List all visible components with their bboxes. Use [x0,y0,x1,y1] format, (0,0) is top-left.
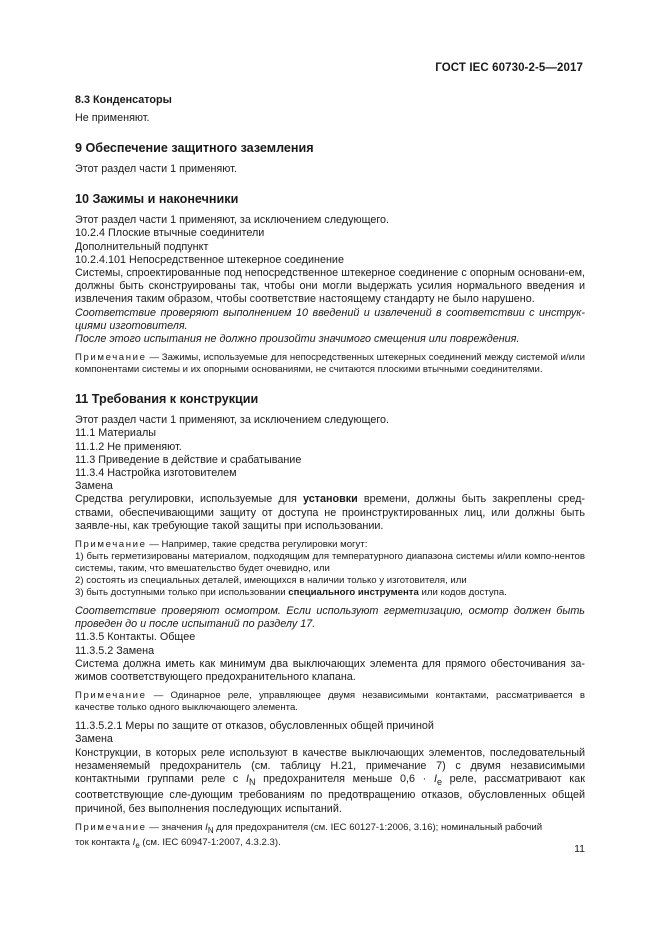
standard-header: ГОСТ IEC 60730-2-5—2017 [435,62,583,74]
section-10-line: Этот раздел части 1 применяют, за исключением следующего. [75,214,390,227]
section-10-paragraph: Системы, спроектированные под непосредственное штекерное соединение с опорным основани-ем, должны быть сконструированы так, чтобы они могли выдержать усилия нормального введения и извлечения таким образом, чтобы соответствие настоящему стандарту не было нарушено. [75,267,585,306]
subscript: N [207,825,214,835]
section-11-line: 11.1 Материалы [75,427,157,440]
text-run-bold: установки [302,493,358,506]
note-item: 2) состоять из специальных деталей, имеющихся в наличии только у изготовителя, или [75,575,467,587]
symbol-i: I [246,773,249,786]
section-11-title: 11 Требования к конструкции [75,392,259,406]
section-11-line: 11.3.5.2 Замена [75,644,155,657]
section-11-paragraph [75,747,585,816]
section-8-3-title: 8.3 Конденсаторы [75,94,172,106]
section-11-line: Этот раздел части 1 применяют, за исключением следующего. [75,414,390,427]
section-11-line: Замена [75,480,113,493]
note-item [75,587,585,599]
section-10-title: 10 Зажимы и наконечники [75,192,239,206]
note-text: для предохранителя (см. IEC 60127-1:2006, 3.16); номинальный рабочий [213,821,543,833]
section-11-note-1 [75,539,585,599]
section-11-paragraph: Соответствие проверяют осмотром. Если используют герметизацию, осмотр должен быть проведен до и после испытаний по разделу 17. [75,605,585,631]
symbol-i: I [433,773,437,786]
subscript: N [249,777,256,788]
subscript: e [436,777,442,788]
section-9-text: Этот раздел части 1 применяют. [75,163,237,176]
subscript: e [135,840,140,850]
text-run: 3) быть доступными только при использовании [75,587,289,599]
section-8-3 [75,94,585,125]
note-item: 1) быть герметизированы материалом, подходящим для температурного диапазона системы и/или компо-нентов системы, таким, что вмешательство будет очевидно, или [75,551,585,575]
section-9-title: 9 Обеспечение защитного заземления [75,141,314,155]
note-text: (см. IEC 60947-1:2007, 4.3.2.3). [139,836,281,848]
symbol-i: I [132,836,136,848]
text-run: Средства регулировки, используемые для [75,493,303,506]
note-label: Примечание [75,352,147,364]
section-10-line: 10.2.4 Плоские втычные соединители [75,227,265,240]
section-8-3-text: Не применяют. [75,112,150,125]
section-10-paragraph: После этого испытания не должно произойти значимого смещения или повреждения. [75,333,520,346]
section-11-line: 11.3.4 Настройка изготовителем [75,467,237,480]
note-text: — Зажимы, используемые для непосредственных штекерных соединений между системой и/или компонентами системы и их опорными основаниями, не считаются плоскими втычными соединителями. [75,352,585,376]
note-label: Примечание [75,821,147,833]
section-11-note-3 [75,822,585,852]
section-11-line: 11.3.5.2.1 Меры по защите от отказов, обусловленных общей причиной [75,720,434,733]
note-text: — Например, такие средства регулировки могут: [146,539,368,551]
section-10-note [75,352,585,376]
note-label: Примечание [75,690,147,702]
text-run: реле, рассматривают как соответствующие сле-дующим требованиям по предотвращению отказов, обусловленных общей причиной, без выполнения последующих испытаний. [75,773,585,815]
section-11-line: 11.1.2 Не применяют. [75,440,182,453]
text-run: Конструкции, в которых реле используют в качестве выключающих элементов, последовательный незаменяемый предохранитель (см. таблицу Н.21, примечание 7) с двумя независимыми контактными группами реле с [75,746,585,786]
section-10 [75,193,585,376]
note-text: ток контакта [75,836,133,848]
text-run: времени, должны быть закреплены сред-ствами, обеспечивающими защиту от доступа не проинструктированных лиц, или должны быть заявле-ны, как требующие такой защиты при использовании. [75,493,586,532]
section-10-line: Дополнительный подпункт [75,240,209,253]
section-11-paragraph [75,493,585,533]
text-run: или кодов доступа. [418,587,507,599]
section-11 [75,393,585,852]
note-text: — Одинарное реле, управляющее двумя независимыми контактами, рассматривается в качестве только одного выключающего элемента. [75,690,585,714]
section-10-line: 10.2.4.101 Непосредственное штекерное соединение [75,253,344,266]
text-run-bold: специального инструмента [288,587,419,599]
section-9 [75,142,585,176]
note-label: Примечание [75,539,147,551]
section-11-line: Замена [75,733,113,746]
page-number: 11 [574,843,585,855]
note-text: — значения [146,821,206,833]
note-line [75,539,585,551]
symbol-i: I [205,821,208,833]
section-11-line: 11.3.5 Контакты. Общее [75,631,196,644]
section-11-note-2 [75,690,585,714]
section-11-paragraph: Система должна иметь как минимум два выключающих элемента для прямого обесточивания за-жимов соответствующего предохранительного клапана. [75,657,585,684]
section-10-paragraph: Соответствие проверяют выполнением 10 введений и извлечений в соответствии с инструк-циями изготовителя. [75,306,585,332]
section-11-line: 11.3 Приведение в действие и срабатывание [75,453,302,466]
text-run: предохранителя меньше 0,6 · [255,773,434,786]
